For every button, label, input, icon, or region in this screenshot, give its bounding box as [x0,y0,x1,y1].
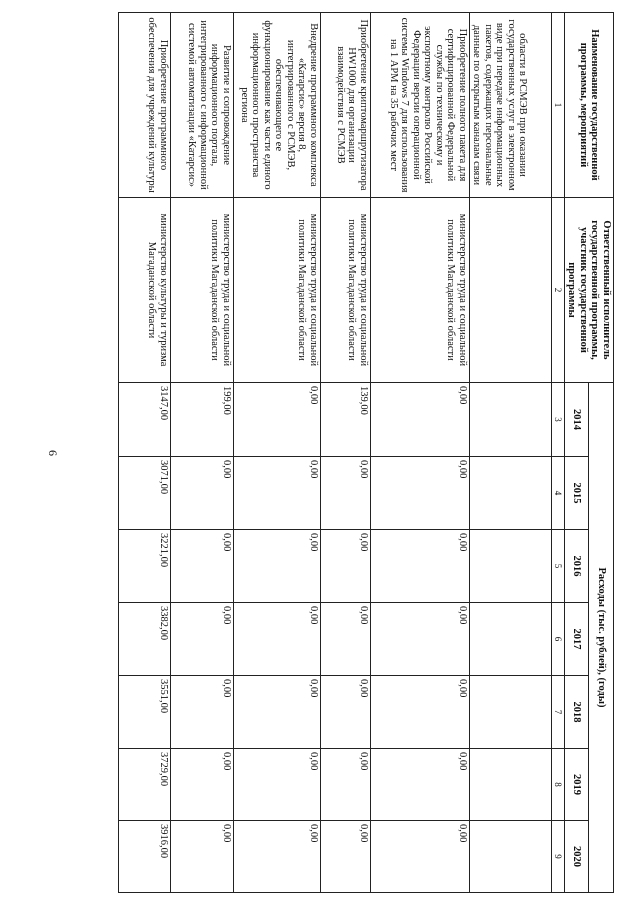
value-2014: 0,00 [234,383,321,457]
value-2020: 0,00 [171,821,234,893]
table-row [171,13,234,893]
row-executor: министерство труда и социальной политики Магаданской области [371,198,470,383]
table-row [321,13,371,893]
value-2015: 0,00 [321,457,371,530]
value-2018: 0,00 [234,676,321,749]
column-index: 5 [552,530,565,603]
value-2016: 0,00 [321,530,371,603]
row-executor: министерство труда и социальной политики Магаданской области [234,198,321,383]
value-2019: 3729,00 [119,749,171,821]
column-index: 9 [552,821,565,893]
column-index: 1 [552,13,565,198]
column-index: 4 [552,457,565,530]
budget-table-rotated [72,12,614,892]
column-index: 6 [552,603,565,676]
value-2018: 3551,00 [119,676,171,749]
header-year-2016: 2016 [565,530,590,603]
value-2019: 0,00 [371,749,470,821]
header-row-indexes [552,13,565,893]
value-2017: 0,00 [321,603,371,676]
row-executor: министерство культуры и туризма Магаданской области [119,198,171,383]
value-2014: 0,00 [371,383,470,457]
header-year-2014: 2014 [565,383,590,457]
table-row [234,13,321,893]
row-executor: министерство труда и социальной политики Магаданской области [171,198,234,383]
value-2015: 3071,00 [119,457,171,530]
value-2014 [470,383,552,457]
header-year-2020: 2020 [565,821,590,893]
value-2015: 0,00 [371,457,470,530]
budget-table [118,12,614,893]
value-2020: 0,00 [321,821,371,893]
row-executor [470,198,552,383]
value-2019: 0,00 [171,749,234,821]
column-index: 3 [552,383,565,457]
value-2019: 0,00 [234,749,321,821]
header-expenses: Расходы (тыс. рублей), (годы) [589,383,614,893]
header-year-2019: 2019 [565,749,590,821]
value-2017 [470,603,552,676]
header-year-2018: 2018 [565,676,590,749]
value-2016: 0,00 [171,530,234,603]
value-2020: 3916,00 [119,821,171,893]
value-2015: 0,00 [171,457,234,530]
value-2014: 3147,00 [119,383,171,457]
value-2014: 199,00 [171,383,234,457]
table-row [371,13,470,893]
row-name: Внедрение программного комплекса «Катарсис» версия 8, интегрированного с РСМЭВ, обеспечивающего ее функционирование как части единого информационного пространства региона [234,13,321,198]
value-2016: 3221,00 [119,530,171,603]
value-2016: 0,00 [371,530,470,603]
page-number: 6 [46,450,60,456]
value-2020 [470,821,552,893]
value-2018: 0,00 [171,676,234,749]
column-index: 8 [552,749,565,821]
value-2015 [470,457,552,530]
row-name: Развитие и сопровождение информационного портала, интегрированного с информационной системой автоматизации «Катарсис» [171,13,234,198]
row-name: Приобретение полного пакета для сертифицированной Федеральной службы по техническому и экспортному контролю Российской Федерации версии операционной системы Windows 7 для использования на 1 АРМ на 35 рабочих мест [371,13,470,198]
value-2018 [470,676,552,749]
row-executor: министерство труда и социальной политики Магаданской области [321,198,371,383]
value-2018: 0,00 [371,676,470,749]
value-2019 [470,749,552,821]
value-2016: 0,00 [234,530,321,603]
value-2017: 0,00 [371,603,470,676]
header-executor: Ответственный исполнитель государственной программы, участник государственной программы [565,198,614,383]
value-2019: 0,00 [321,749,371,821]
table-row [470,13,552,893]
column-index: 7 [552,676,565,749]
value-2014: 139,00 [321,383,371,457]
row-name: Приобретение программного обеспечения для учреждений культуры [119,13,171,198]
value-2020: 0,00 [371,821,470,893]
header-year-2017: 2017 [565,603,590,676]
value-2015: 0,00 [234,457,321,530]
table-row [119,13,171,893]
row-name: области в РСМЭВ при оказании государственных услуг в электронном виде при передаче информационных пакетов, содержащих персональные данные по открытым каналам связи [470,13,552,198]
value-2017: 3382,00 [119,603,171,676]
row-name: Приобретение криптомаршрутизатора HW1000 для организации взаимодействия с РСМЭВ [321,13,371,198]
value-2020: 0,00 [234,821,321,893]
header-year-2015: 2015 [565,457,590,530]
value-2016 [470,530,552,603]
value-2017: 0,00 [234,603,321,676]
header-name: Наименование государственной программы, мероприятий [565,13,614,198]
header-row-1 [589,13,614,893]
value-2018: 0,00 [321,676,371,749]
value-2017: 0,00 [171,603,234,676]
column-index: 2 [552,198,565,383]
